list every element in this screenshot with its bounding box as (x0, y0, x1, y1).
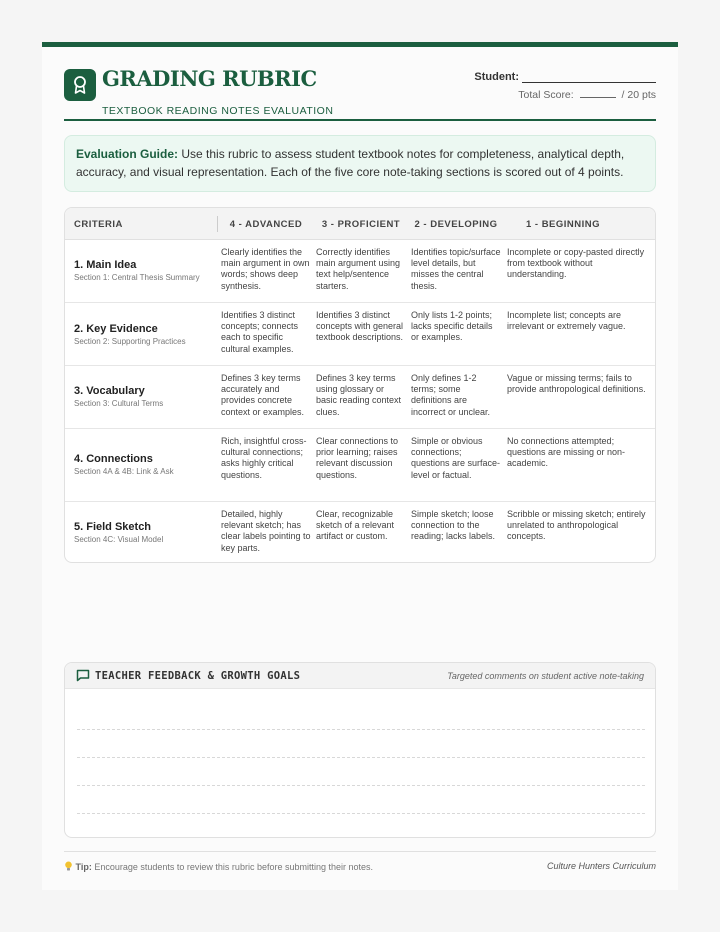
lightbulb-icon (64, 862, 76, 872)
criteria-section: Section 4C: Visual Model (74, 535, 164, 544)
table-row (65, 429, 655, 502)
developing-cell: Identifies topic/surface level details, but misses the central thesis. (411, 247, 501, 291)
proficient-cell: Identifies 3 distinct concepts with general textbook descriptions. (316, 310, 404, 343)
award-ribbon-icon (64, 69, 96, 101)
guide-text: Use this rubric to assess student textbook notes for completeness, analytical depth, accuracy, and visual representation. Each of the five core note-taking sections is scored out of 4 points. (76, 147, 625, 179)
advanced-cell: Rich, insightful cross-cultural connections; asks highly critical questions. (221, 436, 307, 480)
student-field[interactable] (474, 71, 656, 83)
footer-tip (64, 861, 373, 872)
footer-divider (64, 851, 656, 852)
table-header (65, 208, 655, 240)
beginning-cell: Scribble or missing sketch; entirely unrelated to anthropological concepts. (507, 509, 646, 542)
header-beginning: 1 - BEGINNING (525, 219, 601, 230)
header-proficient: 3 - PROFICIENT (321, 219, 401, 230)
developing-cell: Simple or obvious connections; questions are surface-level or factual. (411, 436, 501, 480)
feedback-note: Targeted comments on student active note-taking (447, 671, 644, 681)
header-divider (217, 216, 218, 232)
header-criteria: CRITERIA (74, 219, 123, 230)
criteria-name: 5. Field Sketch (74, 521, 152, 533)
criteria-cell (74, 521, 163, 544)
tip-label: Tip: (75, 862, 92, 872)
developing-cell: Simple sketch; loose connection to the reading; lacks labels. (411, 509, 496, 542)
tip-text: Encourage students to review this rubric before submitting their notes. (91, 862, 374, 872)
writing-line[interactable] (77, 785, 645, 786)
criteria-section: Section 2: Supporting Practices (74, 337, 186, 346)
table-row (65, 240, 655, 303)
beginning-cell: Incomplete list; concepts are irrelevant or extremely vague. (507, 310, 626, 332)
beginning-cell: Incomplete or copy-pasted directly from textbook without understanding. (507, 247, 645, 280)
beginning-cell: No connections attempted; questions are missing or non-academic. (507, 436, 626, 469)
proficient-cell: Clear, recognizable sketch of a relevant artifact or custom. (316, 509, 395, 542)
score-label: Total Score: (518, 89, 574, 101)
page-subtitle: TEXTBOOK READING NOTES EVALUATION (102, 105, 334, 117)
comment-icon (76, 669, 90, 687)
rubric-table (64, 207, 656, 563)
student-blank[interactable] (522, 72, 656, 83)
criteria-name: 2. Key Evidence (74, 323, 158, 335)
criteria-section: Section 4A & 4B: Link & Ask (74, 467, 174, 476)
score-suffix: / 20 pts (621, 89, 656, 101)
score-blank[interactable] (580, 97, 616, 98)
criteria-section: Section 3: Cultural Terms (74, 399, 164, 408)
student-label: Student: (474, 71, 519, 83)
feedback-header (65, 663, 655, 689)
page-title: GRADING RUBRIC (102, 66, 317, 91)
advanced-cell: Detailed, highly relevant sketch; has clear labels pointing to key parts. (221, 509, 311, 553)
rubric-page (42, 42, 678, 890)
table-row (65, 366, 655, 429)
proficient-cell: Defines 3 key terms using glossary or basic reading context clues. (316, 373, 402, 417)
header-developing: 2 - DEVELOPING (414, 219, 498, 230)
header-divider (64, 119, 656, 121)
writing-line[interactable] (77, 729, 645, 730)
proficient-cell: Correctly identifies main argument using text help/sentence starters. (316, 247, 401, 291)
table-row (65, 502, 655, 563)
developing-cell: Only lists 1-2 points; lacks specific details or examples. (411, 310, 493, 343)
developing-cell: Only defines 1-2 terms; some definitions are incorrect or unclear. (411, 373, 491, 417)
guide-label: Evaluation Guide: (76, 147, 179, 161)
header (64, 65, 656, 117)
evaluation-guide (64, 135, 656, 192)
curriculum-brand: Culture Hunters Curriculum (546, 861, 656, 871)
criteria-cell (74, 453, 174, 476)
advanced-cell: Clearly identifies the main argument in own words; shows deep synthesis. (221, 247, 310, 291)
header-advanced: 4 - ADVANCED (229, 219, 303, 230)
writing-line[interactable] (77, 813, 645, 814)
feedback-title: TEACHER FEEDBACK & GROWTH GOALS (95, 670, 301, 682)
teacher-feedback-box (64, 662, 656, 838)
criteria-cell (74, 385, 163, 408)
writing-line[interactable] (77, 757, 645, 758)
beginning-cell: Vague or missing terms; fails to provide anthropological definitions. (507, 373, 646, 395)
criteria-name: 4. Connections (74, 453, 153, 465)
advanced-cell: Defines 3 key terms accurately and provides concrete context or examples. (221, 373, 305, 417)
criteria-name: 3. Vocabulary (74, 385, 145, 397)
advanced-cell: Identifies 3 distinct concepts; connects each to specific cultural examples. (221, 310, 299, 354)
criteria-cell (74, 323, 186, 346)
criteria-name: 1. Main Idea (74, 259, 137, 271)
table-row (65, 303, 655, 366)
criteria-section: Section 1: Central Thesis Summary (74, 273, 200, 282)
total-score-field (518, 89, 656, 101)
proficient-cell: Clear connections to prior learning; raises relevant discussion questions. (316, 436, 399, 480)
criteria-cell (74, 259, 200, 282)
